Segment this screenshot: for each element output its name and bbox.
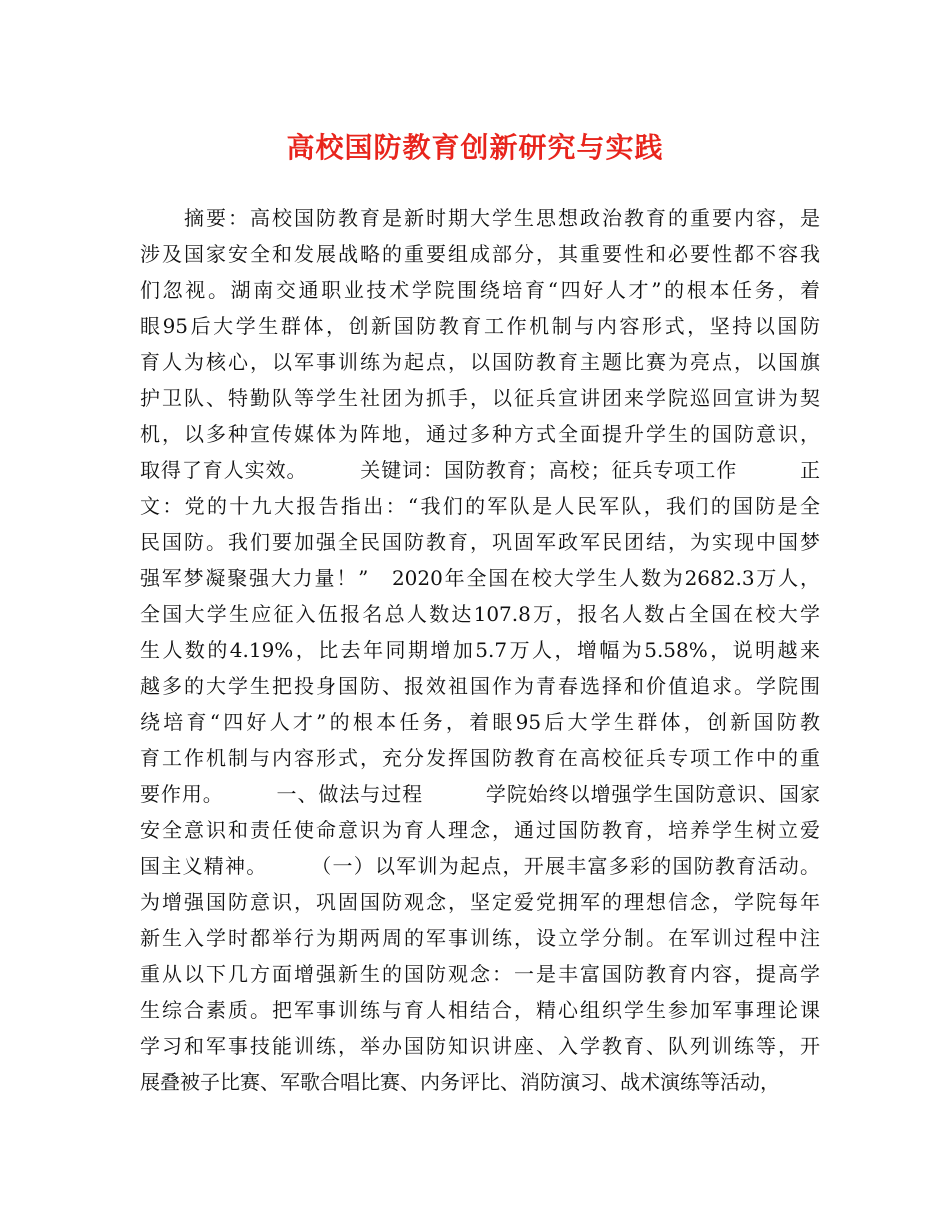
body-line: 国主义精神。 （一）以军训为起点，开展丰富多彩的国防教育活动。 <box>140 854 820 878</box>
body-line: 强军梦凝聚强大力量！” 2020年全国在校大学生人数为2682.3万人， <box>140 566 820 590</box>
body-line: 护卫队、特勤队等学生社团为抓手，以征兵宣讲团来学院巡回宣讲为契 <box>140 386 820 410</box>
body-line: 新生入学时都举行为期两周的军事训练，设立学分制。在军训过程中注 <box>140 926 820 950</box>
body-line: 涉及国家安全和发展战略的重要组成部分，其重要性和必要性都不容我 <box>140 242 820 266</box>
body-line: 学习和军事技能训练，举办国防知识讲座、入学教育、队列训练等，开 <box>140 1034 820 1058</box>
body-line: 要作用。 一、做法与过程 学院始终以增强学生国防意识、国家 <box>140 782 820 806</box>
body-line: 越多的大学生把投身国防、报效祖国作为青春选择和价值追求。学院围 <box>140 674 820 698</box>
body-line: 民国防。我们要加强全民国防教育，巩固军政军民团结，为实现中国梦 <box>140 530 820 554</box>
body-line: 机，以多种宣传媒体为阵地，通过多种方式全面提升学生的国防意识， <box>140 422 820 446</box>
body-line: 取得了育人实效。 关键词：国防教育；高校；征兵专项工作 正 <box>140 458 820 482</box>
body-line: 展叠被子比赛、军歌合唱比赛、内务评比、消防演习、战术演练等活动， <box>140 1070 780 1094</box>
body-line: 重从以下几方面增强新生的国防观念：一是丰富国防教育内容，提高学 <box>140 962 820 986</box>
body-line: 文：党的十九大报告指出：“我们的军队是人民军队，我们的国防是全 <box>140 494 820 518</box>
body-line: 生综合素质。把军事训练与育人相结合，精心组织学生参加军事理论课 <box>140 998 820 1022</box>
body-line: 眼95后大学生群体，创新国防教育工作机制与内容形式，坚持以国防 <box>140 314 820 338</box>
body-line: 摘要：高校国防教育是新时期大学生思想政治教育的重要内容，是 <box>140 206 820 230</box>
body-line: 为增强国防意识，巩固国防观念，坚定爱党拥军的理想信念，学院每年 <box>140 890 820 914</box>
body-line: 育工作机制与内容形式，充分发挥国防教育在高校征兵专项工作中的重 <box>140 746 820 770</box>
body-line: 育人为核心，以军事训练为起点，以国防教育主题比赛为亮点，以国旗 <box>140 350 820 374</box>
body-line: 安全意识和责任使命意识为育人理念，通过国防教育，培养学生树立爱 <box>140 818 820 842</box>
document-title: 高校国防教育创新研究与实践 <box>286 131 664 164</box>
body-line: 全国大学生应征入伍报名总人数达107.8万，报名人数占全国在校大学 <box>140 602 820 626</box>
body-line: 绕培育“四好人才”的根本任务，着眼95后大学生群体，创新国防教 <box>140 710 820 734</box>
document-body <box>140 200 820 1100</box>
body-line: 生人数的4.19%，比去年同期增加5.7万人，增幅为5.58%，说明越来 <box>140 638 820 662</box>
body-line: 们忽视。湖南交通职业技术学院围绕培育“四好人才”的根本任务，着 <box>140 278 820 302</box>
